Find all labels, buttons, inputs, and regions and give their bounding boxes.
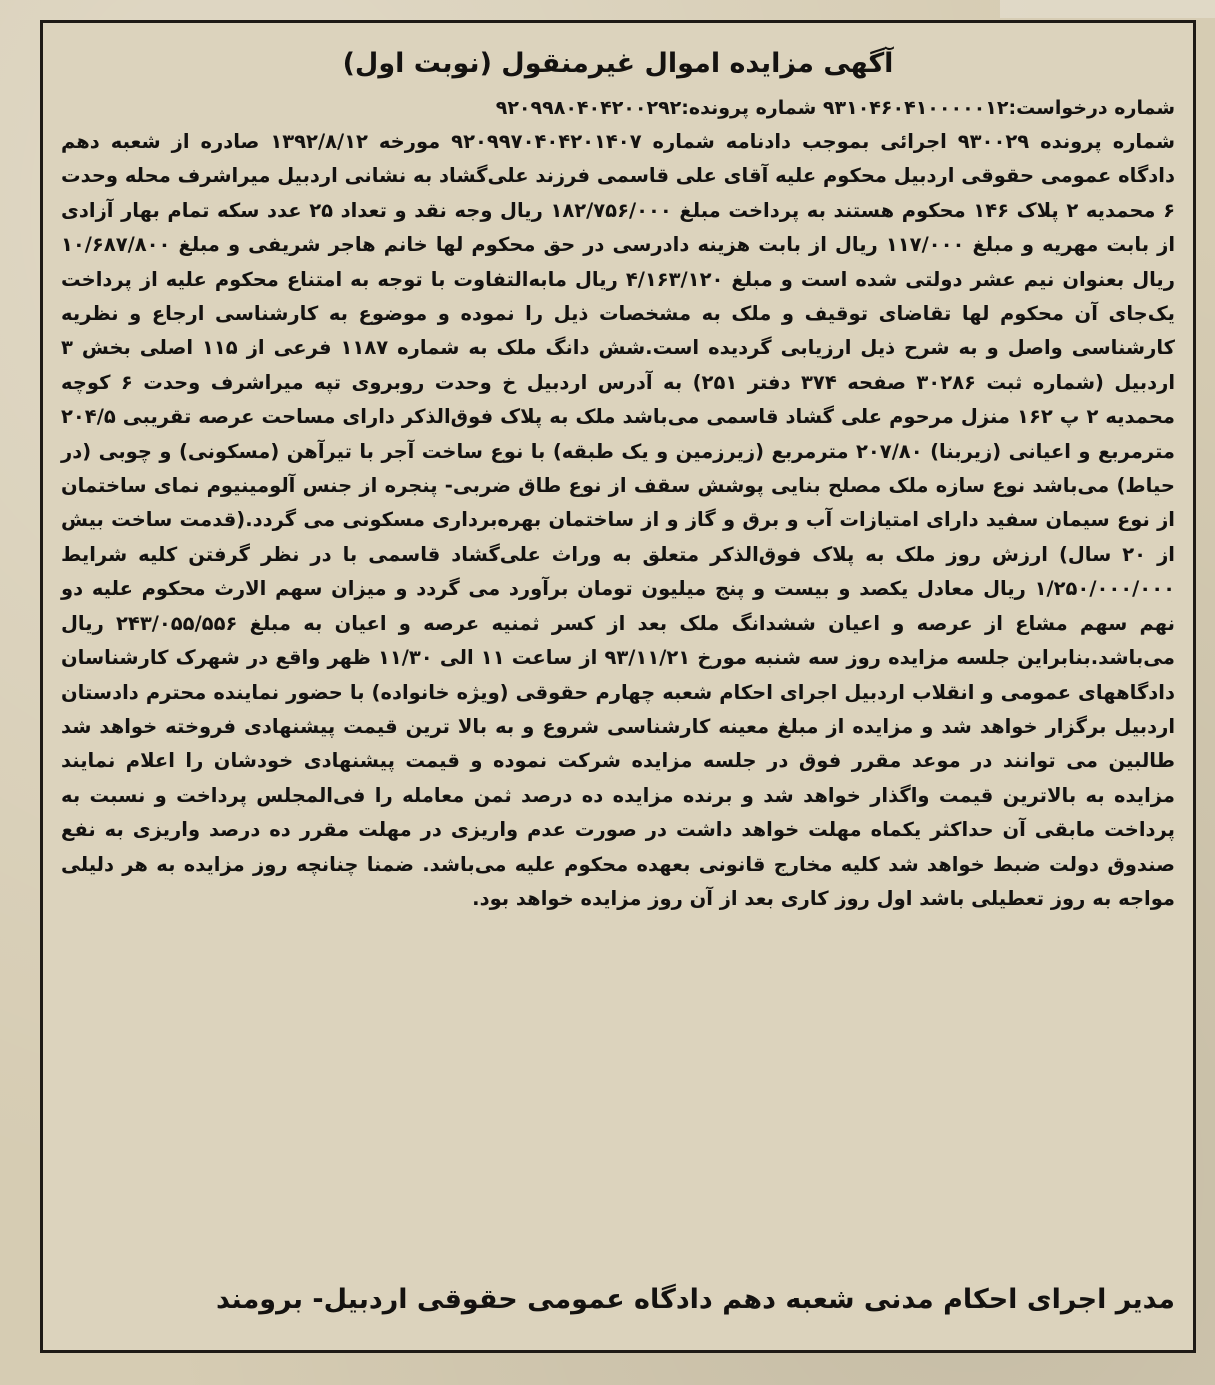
notice-title: آگهی مزایده اموال غیرمنقول (نوبت اول) [342, 48, 894, 79]
request-numbers: شماره درخواست:۹۳۱۰۴۶۰۴۱۰۰۰۰۰۱۲ شماره پرونده:۹۲۰۹۹۸۰۴۰۴۲۰۰۲۹۲ [495, 97, 1175, 119]
notice-body: شماره پرونده ۹۳۰۰۲۹ اجرائی بموجب دادنامه شماره ۹۲۰۹۹۷۰۴۰۴۲۰۱۴۰۷ مورخه ۱۳۹۲/۸/۱۲ صادره از شعبه دهم دادگاه عمومی حقوقی اردبیل محکوم علیه آقای علی قاسمی فرزند علی‌گشاد به نشانی اردبیل میراشرف محله وحدت ۶ محمدیه ۲ پلاک ۱۴۶ محکوم هستند به پرداخت مبلغ ۱۸۲/۷۵۶/۰۰۰ ریال وجه نقد و تعداد ۲۵ عدد سکه تمام بهار آزادی از بابت مهریه و مبلغ ۱۱۷/۰۰۰ ریال از بابت هزینه دادرسی در حق محکوم لها خانم هاجر شریفی و مبلغ ۱۰/۶۸۷/۸۰۰ ریال بعنوان نیم عشر دولتی شده است و مبلغ ۴/۱۶۳/۱۲۰ ریال مابه‌التفاوت با توجه به امتناع محکوم علیه از پرداخت یک‌جای آن محکوم لها تقاضای توقیف و ملک به مشخصات ذیل را نموده و موضوع به کارشناسی ارجاع و نظریه کارشناسی واصل و به شرح ذیل ارزیابی گردیده است.شش دانگ ملک به شماره ۱۱۸۷ فرعی از ۱۱۵ اصلی بخش ۳ اردبیل (شماره ثبت ۳۰۲۸۶ صفحه ۳۷۴ دفتر ۲۵۱) به آدرس اردبیل خ وحدت روبروی تپه میراشرف وحدت ۶ کوچه محمدیه ۲ پ ۱۶۲ منزل مرحوم علی گشاد قاسمی می‌باشد ملک به پلاک فوق‌الذکر دارای مساحت عرصه تقریبی ۲۰۴/۵ مترمربع و اعیانی (زیربنا) ۲۰۷/۸۰ مترمربع (زیرزمین و یک طبقه) با نوع ساخت آجر با تیرآهن (مسکونی) و چوبی (در حیاط) می‌باشد نوع سازه ملک مصلح بنایی پوشش سقف از نوع طاق ضربی- پنجره از جنس آلومینیوم نمای ساختمان از نوع سیمان سفید دارای امتیازات آب و برق و گاز و از ساختمان بهره‌برداری مسکونی می گردد.(قدمت ساخت بیش از ۲۰ سال) ارزش روز ملک به پلاک فوق‌الذکر متعلق به وراث علی‌گشاد قاسمی با در نظر گرفتن کلیه شرایط ۱/۲۵۰/۰۰۰/۰۰۰ ریال معادل یکصد و بیست و پنج میلیون تومان برآورد می گردد و میزان سهم الارث محکوم علیه دو نهم سهم مشاع از عرصه و اعیان ششدانگ ملک بعد از کسر ثمنیه عرصه و اعیان به مبلغ ۲۴۳/۰۵۵/۵۵۶ ریال می‌باشد.بنابراین جلسه مزایده روز سه شنبه مورخ ۹۳/۱۱/۲۱ از ساعت ۱۱ الی ۱۱/۳۰ ظهر واقع در شهرک کارشناسان دادگاههای عمومی و انقلاب اردبیل اجرای احکام شعبه چهارم حقوقی (ویژه خانواده) با حضور نماینده محترم دادستان اردبیل برگزار خواهد شد و مزایده از مبلغ معینه کارشناسی شروع و به بالا ترین قیمت پیشنهادی فروخته خواهد شد طالبین می توانند در موعد مقرر فوق در جلسه مزایده شرکت نموده و قیمت پیشنهادی خودشان را اعلام نمایند مزایده به بالاترین قیمت واگذار خواهد شد و برنده مزایده ده درصد ثمن معامله را فی‌المجلس پرداخت و نسبت به پرداخت مابقی آن حداکثر یکماه مهلت خواهد داشت در صورت عدم واریزی در مهلت مقرر ده درصد واریزی به نفع صندوق دولت ضبط خواهد شد کلیه مخارج قانونی بعهده محکوم علیه می‌باشد. ضمنا چنانچه روز مزایده به هر دلیلی مواجه به روز تعطیلی باشد اول روز کاری بعد از آن روز مزایده خواهد بود. [61, 130, 1176, 910]
paper-edge [1000, 0, 1215, 18]
notice-signature: مدیر اجرای احکام مدنی شعبه دهم دادگاه عمومی حقوقی اردبیل- برومند [215, 1284, 1175, 1315]
auction-notice [40, 20, 1196, 1353]
signature-divider [57, 1257, 1179, 1258]
